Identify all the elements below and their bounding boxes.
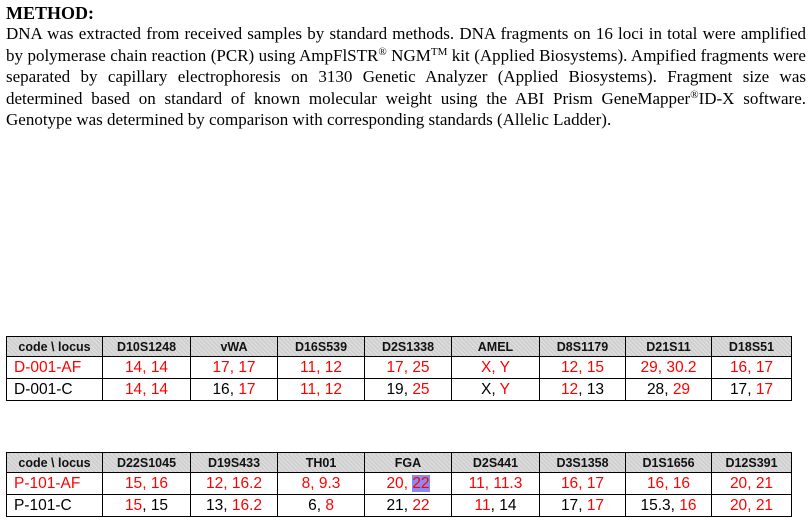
allele-cell xyxy=(278,357,365,379)
allele-separator: , xyxy=(664,380,673,398)
allele-cell xyxy=(103,495,191,517)
allele-value: 12 xyxy=(324,358,342,376)
allele-value: 22 xyxy=(412,496,430,514)
allele-cell xyxy=(278,495,365,517)
allele-value: 16 xyxy=(672,474,691,492)
allele-value: 12 xyxy=(324,380,342,398)
allele-value: 17 xyxy=(238,380,256,398)
allele-separator: , xyxy=(142,358,151,376)
header-code-locus: code \ locus xyxy=(7,337,103,357)
allele-value: 12 xyxy=(560,380,579,398)
allele-value: 29 xyxy=(640,358,658,376)
allele-separator: , xyxy=(142,496,151,514)
allele-value: 17 xyxy=(729,380,748,398)
header-locus: D2S441 xyxy=(452,453,540,473)
allele-cell xyxy=(540,357,626,379)
loci-table-2 xyxy=(6,452,792,517)
allele-value: 9.3 xyxy=(318,474,341,492)
allele-cell xyxy=(365,473,452,495)
allele-value: 21 xyxy=(755,496,774,514)
allele-value: 17 xyxy=(212,358,230,376)
allele-value: 11 xyxy=(300,358,317,376)
allele-value: 17 xyxy=(386,358,404,376)
table-header-row xyxy=(7,337,792,357)
allele-cell xyxy=(452,379,540,401)
table-row xyxy=(7,379,792,401)
header-locus: TH01 xyxy=(278,453,365,473)
allele-cell xyxy=(452,473,540,495)
allele-value: 16 xyxy=(560,474,579,492)
allele-value: 16 xyxy=(150,474,169,492)
registered-mark: ® xyxy=(378,45,387,58)
trademark-mark: TM xyxy=(430,45,448,58)
allele-cell xyxy=(540,473,626,495)
allele-separator: , xyxy=(670,496,680,514)
header-code-locus: code \ locus xyxy=(7,453,103,473)
header-locus: D8S1179 xyxy=(540,337,626,357)
allele-value: X xyxy=(480,380,492,398)
allele-value: 20 xyxy=(386,474,404,492)
allele-separator: , xyxy=(747,496,756,514)
method-text-1: DNA was extracted from received samples by standard methods. DNA fragments on 16 loci in total were amplified by polymerase chain reaction (PCR) using AmpFlSTR xyxy=(6,24,806,65)
header-locus: D18S51 xyxy=(712,337,792,357)
allele-value: 15 xyxy=(124,474,143,492)
allele-value: 14 xyxy=(150,380,169,398)
allele-cell xyxy=(540,495,626,517)
header-locus: D16S539 xyxy=(278,337,365,357)
allele-separator: , xyxy=(316,358,325,376)
header-locus: D12S391 xyxy=(712,453,792,473)
allele-cell xyxy=(278,379,365,401)
allele-value: 15 xyxy=(586,358,605,376)
allele-cell xyxy=(712,357,792,379)
allele-value: 11.3 xyxy=(493,474,523,492)
header-locus: D1S1656 xyxy=(626,453,712,473)
allele-value: 22 xyxy=(412,474,430,492)
allele-value: 8 xyxy=(325,496,334,514)
allele-value: 16 xyxy=(646,474,665,492)
allele-cell xyxy=(540,379,626,401)
allele-separator: , xyxy=(578,496,587,514)
allele-separator: , xyxy=(223,496,232,514)
allele-value: 17 xyxy=(755,358,774,376)
allele-cell xyxy=(191,473,278,495)
allele-cell xyxy=(626,495,712,517)
allele-value: 14 xyxy=(124,380,143,398)
sample-code: P-101-C xyxy=(7,495,103,517)
method-text-3: kit (Applied Biosystems). Ampified fragments were separated by capillary electrophoresis on 3130 Genetic Analyzer (Applied Biosystems). Fragment size was determined based on standard of known molecular weight using the ABI Prism GeneMapper xyxy=(6,45,806,108)
method-section xyxy=(6,3,806,131)
allele-separator: , xyxy=(223,474,232,492)
table-body xyxy=(7,473,792,517)
allele-cell xyxy=(626,473,712,495)
allele-value: Y xyxy=(499,358,511,376)
allele-value: X xyxy=(480,358,492,376)
allele-cell xyxy=(365,495,452,517)
allele-value: 11 xyxy=(468,474,485,492)
allele-separator: , xyxy=(578,380,587,398)
allele-cell xyxy=(452,357,540,379)
header-locus: D3S1358 xyxy=(540,453,626,473)
allele-separator: , xyxy=(578,474,587,492)
allele-value: 16.2 xyxy=(231,496,263,514)
allele-separator: , xyxy=(747,358,756,376)
allele-separator: , xyxy=(490,496,500,514)
allele-value: 12 xyxy=(560,358,579,376)
allele-cell xyxy=(103,473,191,495)
method-paragraph xyxy=(6,23,806,131)
table-row xyxy=(7,495,792,517)
allele-value: 17 xyxy=(238,358,256,376)
allele-cell xyxy=(712,495,792,517)
registered-mark: ® xyxy=(690,88,699,101)
method-text-2: NGM xyxy=(386,45,431,65)
header-locus: D21S11 xyxy=(626,337,712,357)
method-text-4: ID-X software. Genotype was determined by comparison with corresponding standards (Allelic Ladder). xyxy=(6,88,807,129)
header-locus: D2S1338 xyxy=(365,337,452,357)
sample-code: D-001-AF xyxy=(7,357,103,379)
allele-cell xyxy=(365,357,452,379)
loci-table-1 xyxy=(6,336,792,401)
allele-separator: , xyxy=(491,358,500,376)
allele-value: 11 xyxy=(474,496,491,514)
allele-separator: , xyxy=(664,474,673,492)
allele-separator: , xyxy=(657,358,667,376)
allele-value: 14 xyxy=(150,358,169,376)
allele-value: 29 xyxy=(672,380,691,398)
allele-separator: , xyxy=(484,474,494,492)
allele-value: 15 xyxy=(124,496,143,514)
allele-separator: , xyxy=(747,380,756,398)
allele-value: 16 xyxy=(679,496,697,514)
allele-cell xyxy=(191,357,278,379)
header-locus: vWA xyxy=(191,337,278,357)
allele-separator: , xyxy=(403,358,413,376)
allele-value: 15 xyxy=(150,496,169,514)
allele-separator: , xyxy=(578,358,587,376)
allele-value: 20 xyxy=(729,474,748,492)
allele-value: 14 xyxy=(499,496,517,514)
table-row xyxy=(7,473,792,495)
sample-code: P-101-AF xyxy=(7,473,103,495)
allele-value: 20 xyxy=(729,496,748,514)
header-locus: FGA xyxy=(365,453,452,473)
allele-value: 16 xyxy=(212,380,230,398)
allele-value: 13 xyxy=(586,380,605,398)
allele-value: 28 xyxy=(646,380,665,398)
header-locus: D10S1248 xyxy=(103,337,191,357)
allele-cell xyxy=(626,379,712,401)
allele-cell xyxy=(191,379,278,401)
allele-separator: , xyxy=(491,380,500,398)
allele-cell xyxy=(103,357,191,379)
allele-value: 25 xyxy=(412,358,430,376)
allele-separator: , xyxy=(747,474,756,492)
table-header-row xyxy=(7,453,792,473)
header-locus: AMEL xyxy=(452,337,540,357)
allele-separator: , xyxy=(316,380,325,398)
allele-separator: , xyxy=(316,496,326,514)
table-body xyxy=(7,357,792,401)
allele-separator: , xyxy=(229,358,239,376)
allele-cell xyxy=(712,379,792,401)
allele-value: 17 xyxy=(755,380,774,398)
allele-separator: , xyxy=(403,474,413,492)
allele-separator: , xyxy=(403,496,413,514)
allele-separator: , xyxy=(142,474,151,492)
allele-cell xyxy=(278,473,365,495)
allele-value: 25 xyxy=(412,380,430,398)
allele-value: 17 xyxy=(586,496,605,514)
header-locus: D22S1045 xyxy=(103,453,191,473)
allele-value: 11 xyxy=(300,380,317,398)
allele-value: 16.2 xyxy=(231,474,263,492)
allele-value: 15.3 xyxy=(640,496,671,514)
sample-code: D-001-C xyxy=(7,379,103,401)
allele-value: 6 xyxy=(308,496,317,514)
allele-value: 12 xyxy=(205,474,224,492)
allele-value: 21 xyxy=(386,496,404,514)
allele-cell xyxy=(626,357,712,379)
allele-cell xyxy=(452,495,540,517)
allele-value: 14 xyxy=(124,358,143,376)
allele-value: 30.2 xyxy=(666,358,697,376)
allele-cell xyxy=(365,379,452,401)
allele-separator: , xyxy=(142,380,151,398)
allele-value: 8 xyxy=(301,474,311,492)
allele-value: 19 xyxy=(386,380,404,398)
allele-value: 17 xyxy=(586,474,605,492)
allele-separator: , xyxy=(229,380,239,398)
allele-cell xyxy=(191,495,278,517)
allele-cell xyxy=(103,379,191,401)
allele-separator: , xyxy=(310,474,319,492)
allele-value: 21 xyxy=(755,474,774,492)
method-heading: METHOD: xyxy=(6,3,94,23)
allele-separator: , xyxy=(403,380,413,398)
table-row xyxy=(7,357,792,379)
allele-cell xyxy=(712,473,792,495)
allele-value: 17 xyxy=(560,496,579,514)
allele-value: Y xyxy=(499,380,511,398)
header-locus: D19S433 xyxy=(191,453,278,473)
allele-value: 16 xyxy=(729,358,748,376)
allele-value: 13 xyxy=(205,496,224,514)
